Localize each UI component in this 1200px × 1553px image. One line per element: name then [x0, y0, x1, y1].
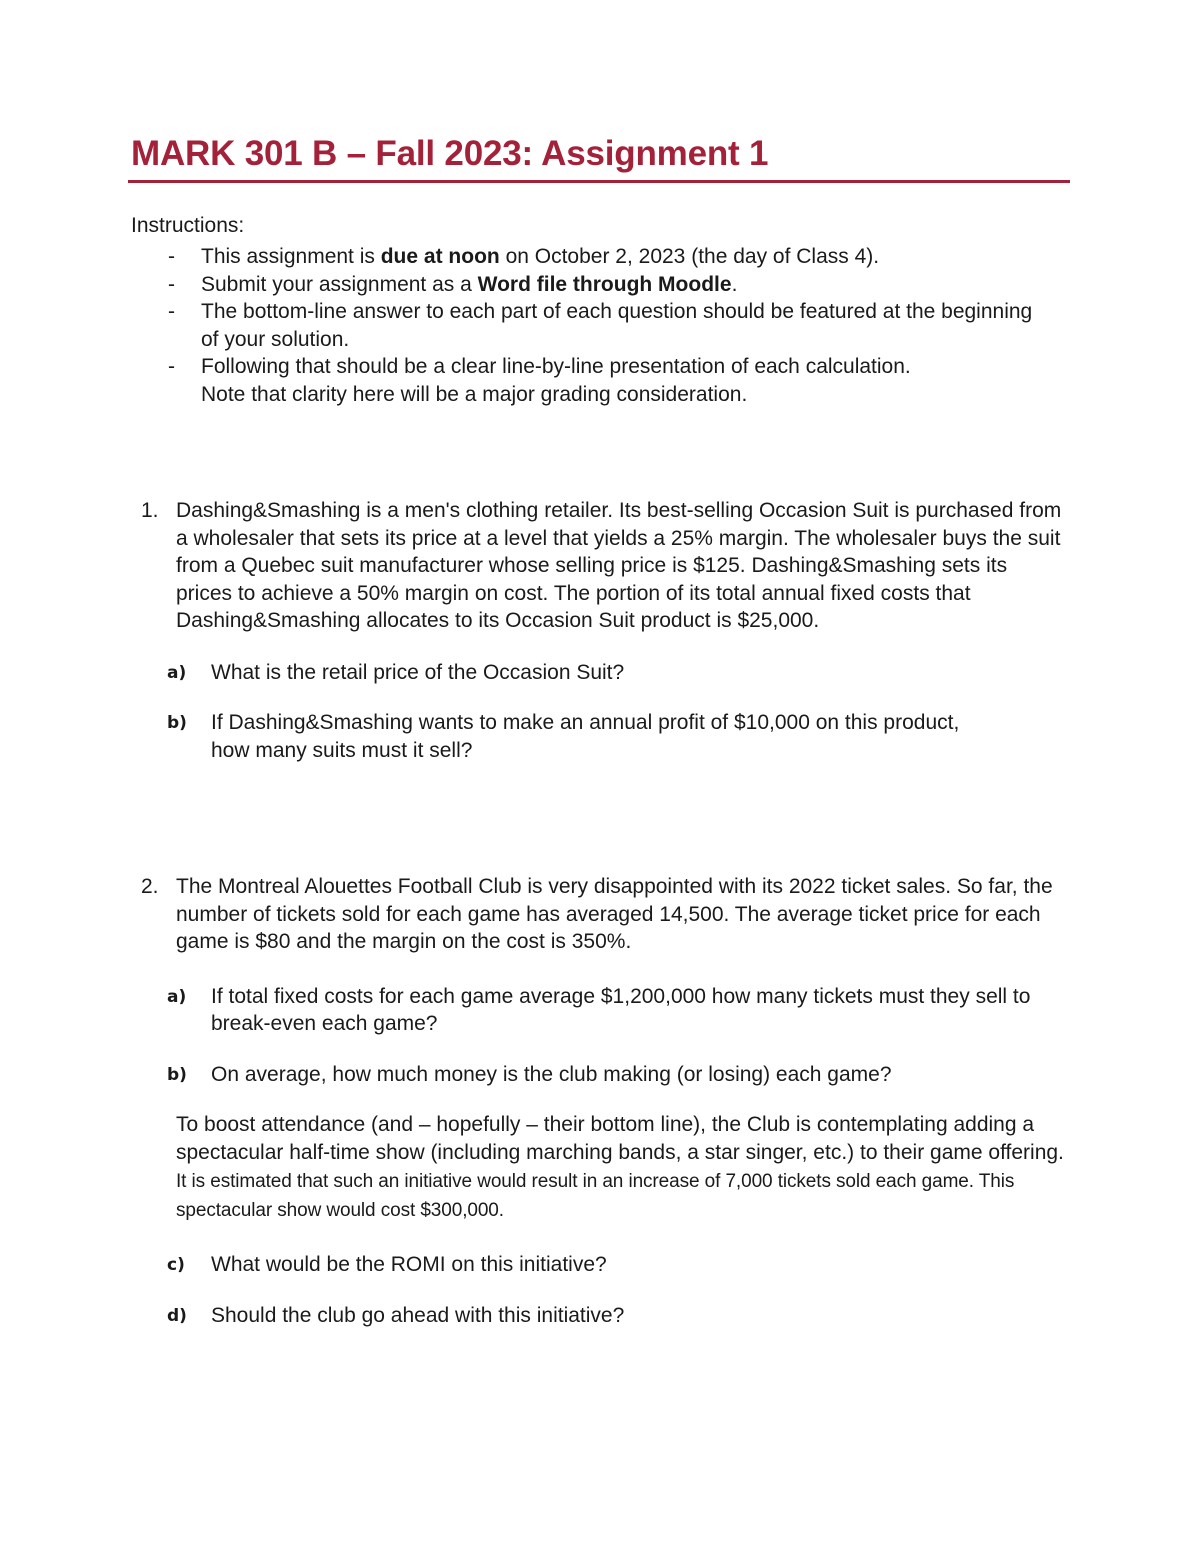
part-text: If Dashing&Smashing wants to make an annual profit of $10,000 on this product, how many suits must it sell? [211, 711, 960, 762]
question-part [167, 1251, 1061, 1279]
question-text: The Montreal Alouettes Football Club is very disappointed with its 2022 ticket sales. So far, the number of tickets sold for each game has averaged 14,500. The average ticket price for each game is $80 and the margin on the cost is 350%. [176, 875, 1053, 953]
emphasis-due: due at noon [380, 245, 500, 268]
question-part [167, 983, 1031, 1038]
emphasis-submit: Word file through Moodle [477, 272, 732, 296]
question-part [167, 1061, 1061, 1089]
title-underline [128, 180, 1070, 183]
question-part [167, 1302, 1061, 1330]
part-letter: b) [167, 713, 187, 733]
question-text: Dashing&Smashing is a men's clothing retailer. Its best-selling Occasion Suit is purchased from a wholesaler that sets its price at a level that yields a 25% margin. The wholesaler buys the suit from a Quebec suit manufacturer whose selling price is $125. Dashing&Smashing sets its prices to achieve a 50% margin on cost. The portion of its total annual fixed costs that Dashing&Smashing allocates to its Occasion Suit product is $25,000. [176, 499, 1062, 632]
part-text: What is the retail price of the Occasion Suit? [211, 660, 625, 684]
question-2 [131, 873, 1064, 1329]
bullet-dash: - [168, 355, 175, 378]
question-part [167, 709, 981, 764]
question-1 [131, 497, 1061, 764]
question-number: 2. [141, 875, 159, 898]
part-text: If total fixed costs for each game average $1,200,000 how many tickets must they sell to break-even each game? [211, 984, 1031, 1035]
scenario-paragraph: To boost attendance (and – hopefully – their bottom line), the Club is contemplating adding a spectacular half-time show (including marching bands, a star singer, etc.) to their game offering. It is estimated that such an initiative would result in an increase of 7,000 tickets sold each game. This spectacular show would cost $300,000. [176, 1113, 1064, 1221]
bullet-dash: - [168, 300, 175, 323]
instructions-list [131, 243, 1051, 408]
part-letter: a) [167, 662, 187, 683]
instructions-label: Instructions: [131, 214, 245, 237]
part-letter: a) [167, 986, 187, 1007]
question-part [167, 659, 1061, 687]
part-letter: c) [167, 1255, 185, 1275]
part-letter: d) [167, 1305, 187, 1326]
instruction-item: - Submit your assignment as a Word file through Moodle. [131, 271, 1051, 299]
page-title: MARK 301 B – Fall 2023: Assignment 1 [131, 134, 769, 173]
part-text: Should the club go ahead with this initiative? [211, 1303, 625, 1327]
question-number: 1. [141, 499, 159, 522]
instruction-item: - This assignment is due at noon on October 2, 2023 (the day of Class 4). [131, 243, 1051, 271]
bullet-dash: - [168, 245, 175, 268]
part-text: On average, how much money is the club making (or losing) each game? [211, 1062, 892, 1086]
instruction-item: - Following that should be a clear line-by-line presentation of each calculation. Note that clarity here will be a major grading consideration. [168, 355, 911, 406]
part-letter: b) [167, 1064, 187, 1085]
part-text: What would be the ROMI on this initiative? [211, 1253, 607, 1276]
instruction-item: - The bottom-line answer to each part of each question should be featured at the beginning of your solution. [168, 300, 1033, 351]
bullet-dash: - [168, 272, 175, 296]
